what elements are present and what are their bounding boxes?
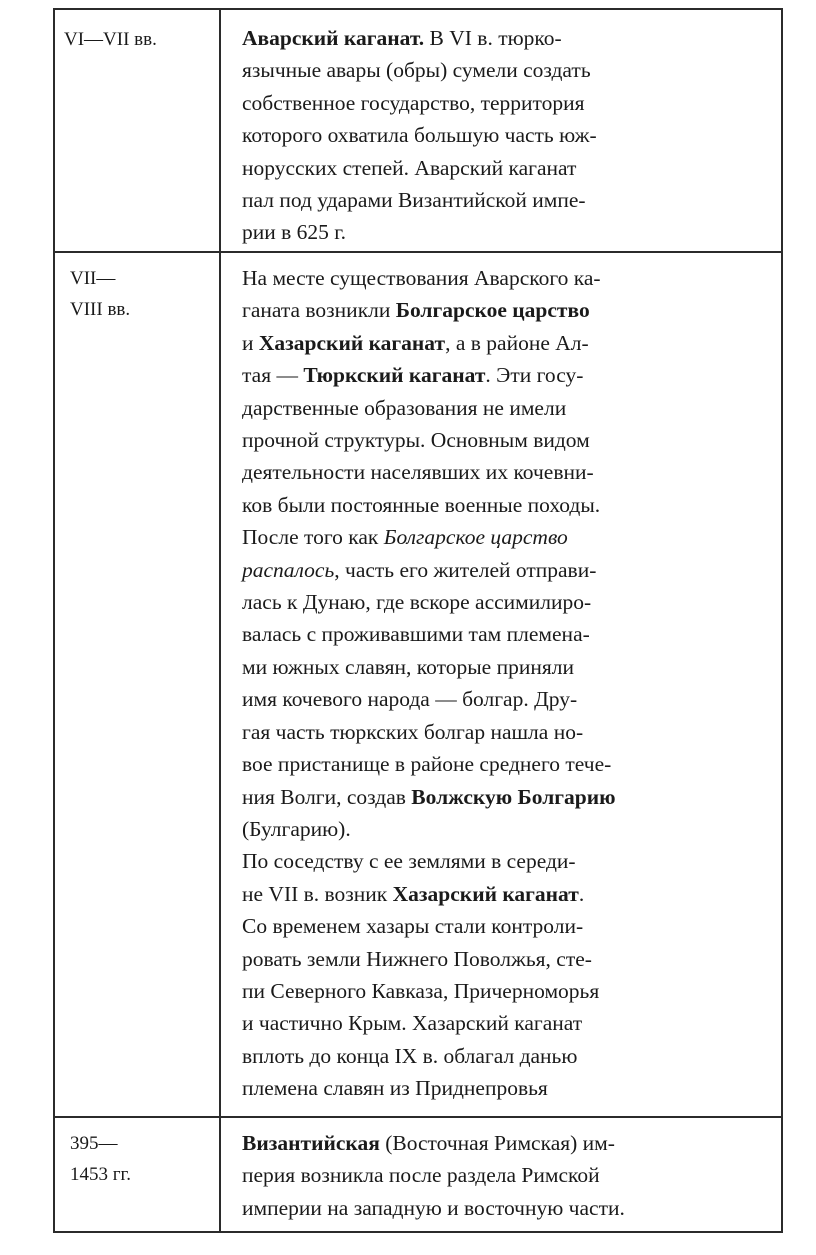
- text-run: . Эти госу-: [485, 363, 584, 388]
- text-line: [242, 392, 771, 424]
- date-cell: [54, 1117, 220, 1232]
- text-run: империи на западную и восточную части.: [242, 1195, 625, 1220]
- text-run: ния Волги, создав: [242, 784, 412, 809]
- text-line: [242, 748, 771, 780]
- text-run: ми южных славян, которые приняли: [242, 654, 574, 679]
- text-run: (Восточная Римская) им-: [379, 1131, 615, 1155]
- date-line: 1453 гг.: [70, 1164, 131, 1185]
- date-cell: [54, 252, 220, 1117]
- bold-term: Аварский каганат.: [242, 26, 425, 50]
- bold-term: Византийская: [242, 1131, 380, 1155]
- text-line: [242, 327, 771, 359]
- text-run: которого охватила большую часть юж-: [242, 123, 597, 148]
- text-line: [242, 878, 771, 910]
- text-run: гая часть тюркских болгар нашла но-: [242, 719, 584, 744]
- date-cell: [54, 9, 220, 252]
- text-run: ков были постоянные военные походы.: [242, 492, 601, 517]
- text-line: [242, 119, 771, 151]
- description-cell: [220, 252, 782, 1117]
- text-line: [242, 1040, 771, 1072]
- text-line: [242, 216, 771, 248]
- bold-term: Тюркский каганат: [303, 363, 486, 388]
- date-line: 395—: [70, 1133, 118, 1154]
- date-line: VII—: [70, 268, 116, 289]
- text-line: [242, 152, 771, 184]
- text-run: пи Северного Кавказа, Причерноморья: [242, 978, 600, 1003]
- text-run: прочной структуры. Основным видом: [242, 428, 590, 453]
- date-line: VIII вв.: [70, 299, 131, 320]
- table-row-byzantine: [54, 1117, 782, 1232]
- text-run: перия возникла после раздела Римской: [242, 1163, 600, 1188]
- text-run: племена славян из Приднепровья: [242, 1076, 548, 1101]
- text-run: язычные авары (обры) сумели создать: [242, 58, 591, 83]
- text-run: собственное государство, территория: [242, 90, 585, 115]
- italic-term: распалось: [242, 557, 335, 582]
- text-run: .: [578, 881, 585, 906]
- date-text: [55, 1118, 219, 1190]
- text-run: тая —: [242, 363, 304, 388]
- text-line: [242, 683, 771, 715]
- text-line: [242, 943, 771, 975]
- description-cell: [220, 1117, 782, 1232]
- date-text: [55, 253, 219, 325]
- text-line: [242, 813, 771, 845]
- description-cell: [220, 9, 782, 252]
- text-line: [242, 651, 771, 683]
- text-run: , а в районе Ал-: [445, 330, 589, 355]
- text-line: [242, 262, 771, 294]
- text-run: пал под ударами Византийской импе-: [242, 188, 586, 213]
- bold-term: Хазарский каганат: [258, 330, 446, 355]
- text-line: [242, 521, 771, 553]
- text-run: имя кочевого народа — болгар. Дру-: [242, 687, 578, 712]
- text-line: [242, 586, 771, 618]
- text-line: [242, 359, 771, 391]
- text-run: вплоть до конца IX в. облагал данью: [242, 1043, 578, 1068]
- bold-term: Волжскую Болгарию: [411, 784, 616, 809]
- text-line: [242, 54, 771, 86]
- text-run: валась с проживавшими там племена-: [242, 622, 590, 647]
- text-line: [242, 910, 771, 942]
- text-line: [242, 975, 771, 1007]
- text-line: [242, 554, 771, 586]
- text-run: и частично Крым. Хазарский каганат: [242, 1011, 583, 1036]
- text-line: [242, 781, 771, 813]
- date-text: [55, 10, 219, 55]
- text-line: [242, 87, 771, 119]
- text-run: , часть его жителей отправи-: [334, 557, 597, 582]
- description-text: [221, 1118, 781, 1231]
- text-line: [242, 424, 771, 456]
- text-run: На месте существования Аварского ка-: [242, 266, 601, 290]
- text-run: ровать земли Нижнего Поволжья, сте-: [242, 946, 592, 971]
- text-run: лась к Дунаю, где вскоре ассимилиро-: [242, 590, 592, 615]
- date-line: VI—VII вв.: [64, 29, 157, 50]
- text-run: дарственные образования не имели: [242, 395, 567, 420]
- text-line: [242, 184, 771, 216]
- text-line: [242, 716, 771, 748]
- history-table: [53, 8, 783, 1233]
- text-line: [242, 22, 771, 54]
- text-run: не VII в. возник: [242, 881, 393, 906]
- text-line: [242, 1072, 771, 1104]
- table-row-avar: [54, 9, 782, 252]
- bold-term: Хазарский каганат: [392, 881, 579, 906]
- text-run: вое пристанище в районе среднего тече-: [242, 752, 612, 777]
- text-line: [242, 618, 771, 650]
- italic-term: Болгарское царство: [383, 525, 568, 550]
- text-run: норусских степей. Аварский каганат: [242, 155, 577, 180]
- text-run: По соседству с ее землями в середи-: [242, 849, 576, 874]
- text-line: [242, 489, 771, 521]
- text-run: и: [242, 330, 259, 355]
- bold-term: Болгарское царство: [395, 298, 590, 323]
- text-run: (Булгарию).: [242, 816, 351, 841]
- text-line: [242, 456, 771, 488]
- text-run: После того как: [242, 525, 384, 550]
- text-line: [242, 1127, 771, 1159]
- description-text: [221, 10, 781, 251]
- text-line: [242, 1159, 771, 1191]
- text-line: [242, 1007, 771, 1039]
- text-run: деятельности населявших их кочевни-: [242, 460, 594, 485]
- text-run: В VI в. тюрко-: [424, 26, 562, 50]
- text-line: [242, 1192, 771, 1224]
- description-text: [221, 253, 781, 1116]
- text-run: рии в 625 г.: [242, 220, 347, 245]
- text-run: Со временем хазары стали контроли-: [242, 914, 584, 939]
- text-line: [242, 294, 771, 326]
- text-line: [242, 845, 771, 877]
- text-run: ганата возникли: [242, 298, 396, 323]
- table-row-bulgar-khazar: [54, 252, 782, 1117]
